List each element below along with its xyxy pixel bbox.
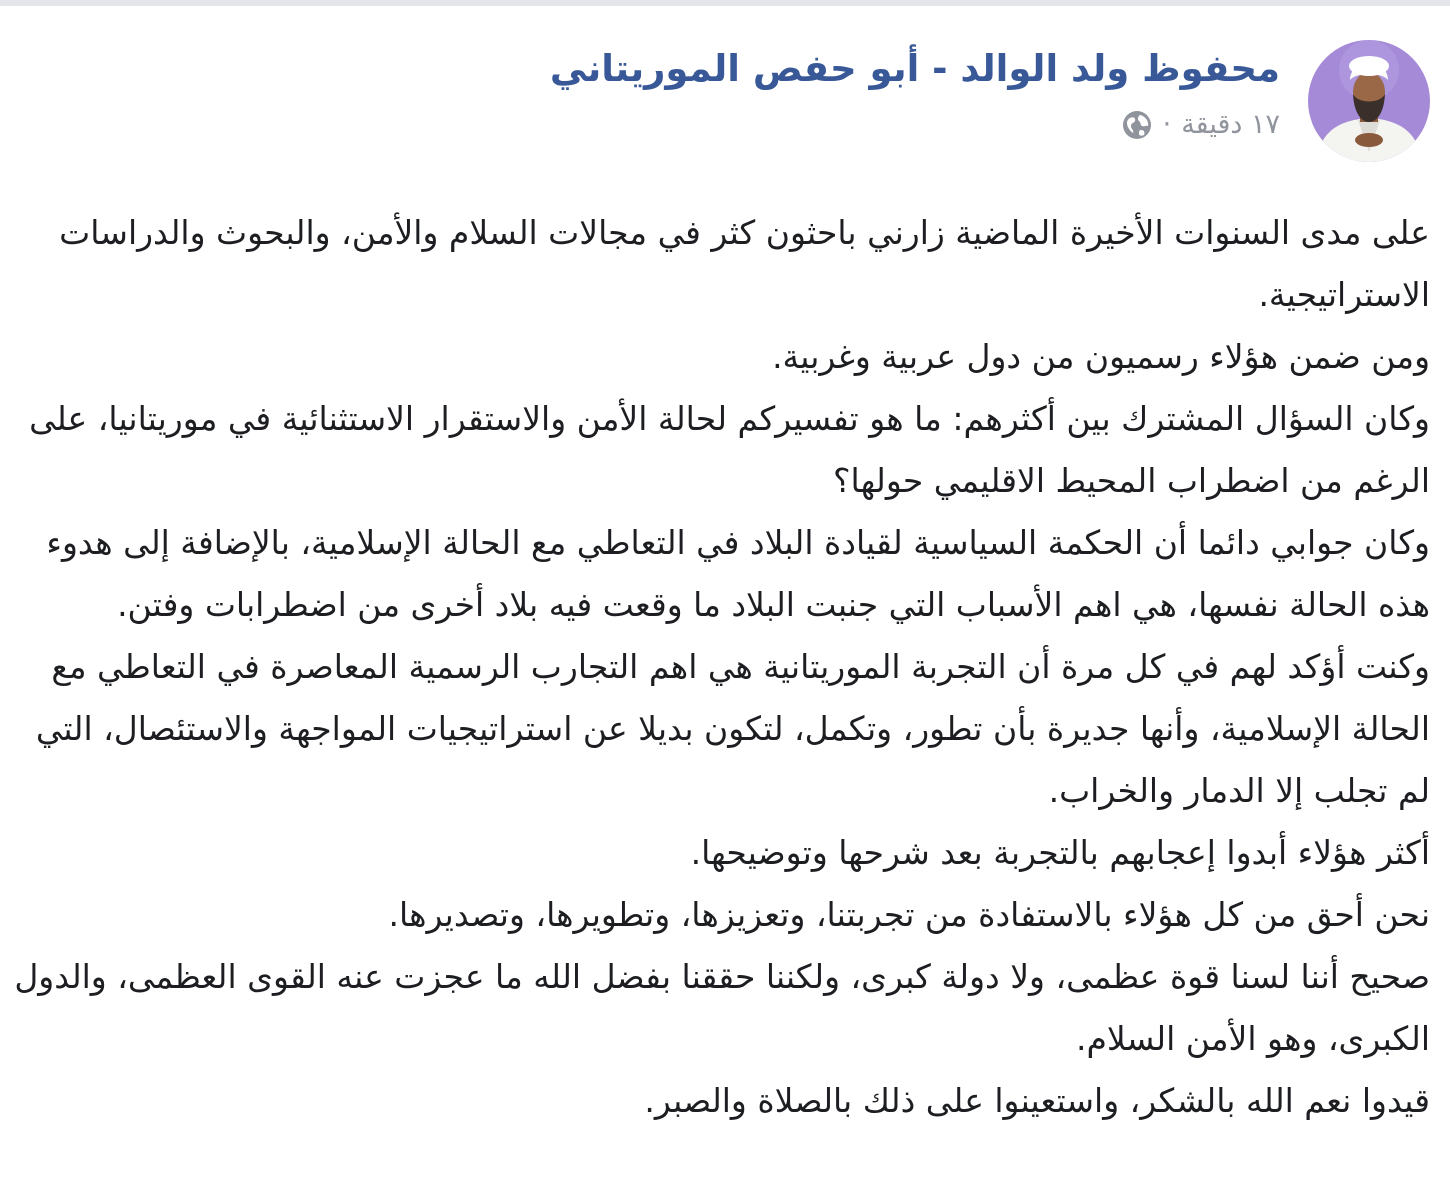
post-paragraph: وكنت أؤكد لهم في كل مرة أن التجربة الموريتانية هي اهم التجارب الرسمية المعاصرة في التعاطي مع الحالة الإسلامية، وأنها جديرة بأن تطور، وتكمل، لتكون بديلا عن استراتيجيات المواجهة والاستئصال، التي لم تجلب إلا الدمار والخراب. [35,647,1430,810]
post-paragraph: أكثر هؤلاء أبدوا إعجابهم بالتجربة بعد شرحها وتوضيحها. [690,833,1430,872]
post-paragraph: وكان السؤال المشترك بين أكثرهم: ما هو تفسيركم لحالة الأمن والاستقرار الاستثنائية في موريتانيا، على الرغم من اضطراب المحيط الاقليمي حولها؟ [29,399,1430,500]
facebook-post [0,6,1450,1200]
author-name-link[interactable]: محفوظ ولد الوالد - أبو حفص الموريتاني [549,47,1280,90]
post-meta [550,40,1280,141]
post-paragraph: صحيح أننا لسنا قوة عظمى، ولا دولة كبرى، ولكننا حققنا بفضل الله ما عجزت عنه القوى العظمى، والدول الكبرى، وهو الأمن السلام. [14,957,1430,1058]
globe-icon[interactable] [1121,109,1153,141]
meta-separator: · [1162,109,1172,141]
post-timestamp[interactable]: ١٧ دقيقة [1181,109,1280,141]
post-header [550,40,1430,162]
avatar-photo-icon [1308,40,1430,162]
post-paragraph: ومن ضمن هؤلاء رسميون من دول عربية وغربية. [772,337,1430,376]
post-paragraph: قيدوا نعم الله بالشكر، واستعينوا على ذلك بالصلاة والصبر. [644,1081,1430,1120]
author-avatar[interactable] [1308,40,1430,162]
post-body [4,202,1430,1132]
post-paragraph: وكان جوابي دائما أن الحكمة السياسية لقيادة البلاد في التعاطي مع الحالة الإسلامية، بالإضافة إلى هدوء هذه الحالة نفسها، هي اهم الأسباب التي جنبت البلاد ما وقعت فيه بلاد أخرى من اضطرابات وفتن. [46,523,1430,624]
post-paragraph: نحن أحق من كل هؤلاء بالاستفادة من تجربتنا، وتعزيزها، وتطويرها، وتصديرها. [388,895,1430,934]
post-paragraph: على مدى السنوات الأخيرة الماضية زارني باحثون كثر في مجالات السلام والأمن، والبحوث والدراسات الاستراتيجية. [59,213,1430,314]
post-time-row [550,109,1280,141]
